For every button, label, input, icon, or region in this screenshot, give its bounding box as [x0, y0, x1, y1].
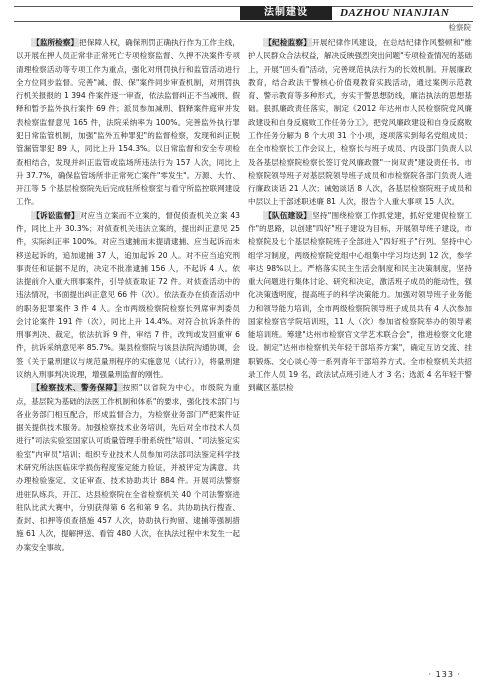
paragraph-text: 把保障人权，确保刑罚正确执行作为工作主线，以开展在押人员正常非正常死亡专项检察监督、久押不决案件专项清理检察活动等专项工作为重点，强化对刑罚执行和监管活动进行全方位同步监督。完善"减、假、保"案件同步审查机制，对刑罚执行机关报报的 1 394 件案件逐一审查，依法监督纠正不当减刑、假释和暂予监外执行案件 69 件；派员参加减刑、假释案件庭审并发表检察监督意见 165 件，法院采纳率为 100%。完善监外执行罪犯日常监管机制，加强"监外五种罪犯"的监督检察，发现和纠正脱管漏管罪犯 89 人，同比上升 154.3%。以日常监督和安全专项检查相结合，发现并纠正监管或监场所违法行为 157 人次，同比上升 37.7%，确保监管场所非正常死亡案件"零发生"。万源、大竹、开江等 5 个基层检察院先后完成驻所检察室与看守所监控联网建设工作。	[16, 38, 241, 207]
paragraph-text: 开展纪律作风建设，在总结纪律作风整顿和"维护人民群众合法权益，解决反映强烈突出问题"专项检查情况的基础上，开展"回头看"活动，完善规范执法行为的长效机制。开展廉政教育，结合政法干警核心价值观教育实践活动，通过案例示范教育、警示教育等多种形式，夯实干警思想防线，廉洁执法的思想基础。狠抓廉政责任落实，制定《2012 年达州市人民检察院党风廉政建设和自身反腐败工作任务分工》，把党风廉政建设和自身反腐败工作任务分解为 8 个大项 31 个小项，逐项落实到每名党组成员；在全市检察长工作会议上，检察长与班子成员、内设部门负责人以及各基层检察院检察长签订党风廉政暨"一岗双责"建设责任书。市检察院领导班子对基层院领导班子成员和市检察院各部门负责人进行廉政谈话 21 人次；诫勉谈话 8 人次，各基层检察院班子成员和中层以上干部述职述廉 81 人次，报告个人重大事项 15 人次。	[248, 38, 473, 207]
section-tag: 【检察技术、警务保障】	[32, 383, 122, 393]
paragraph-text: 按照"以省院为中心，市级院为重点，基层院为基础的法医工作机制和体系"的要求，强化技术部门与各业务部门相互配合，形成监督合力，为检察业务部门严把案件证据关提供技术服务。加强检察技术业务培训，先后对全市技术人员进行"司法实验室国家认可质量管理手册系统性"培训、"司法鉴定实验室"内审员"培训；组织专业技术人员参加司法部司法鉴定科学技术研究所法医临床学损伤程度鉴定能力验证，并被评定为满意。共办理检验鉴定、文证审查、技术协助共计 884 件。开展司法警察进驻队练兵，开江、达县检察院在全省检察机关 40 个司法警察进驻队比武大赛中，分别获得第 6 名和第 9 名。共协助执行搜查、查封、扣押等侦查措施 457 人次，协助执行拘留、逮捕等强制措施 61 人次，提解押送、看管 480 人次，在执法过程中未发生一起办案安全事故。	[16, 383, 241, 552]
paragraph-susong	[16, 209, 240, 382]
header-title: DAZHOU NIANJIAN	[340, 7, 450, 19]
paragraph-jiansuo	[16, 36, 240, 209]
section-tag: 【诉讼监督】	[32, 210, 79, 220]
paragraph-text: 坚持"围绕检察工作抓党建，抓好党建促检察工作"的思路，以创建"四好"班子建设为目标，开展领导班子建设，市检察院及七个基层检察院班子全部进入"四好班子"行列。坚持中心组学习制度，两级检察院党组中心组集中学习均达到 12 次，参学率达 98%以上。严格落实民主生活会制度和民主决策制度，坚持重大问题进行集体讨论、研究和决定，激活班子成员的能动性，强化决策透明度，提高班子的科学决策能力。加强对领导班子业务能力和领导能力培训，全市两级检察院领导班子成员共有 4 人次参加国家检察官学院培训班，11 人（次）参加省检察院举办的领导素能培训班。筹建"达州市检察官文学艺术联合会"，推进检察文化建设。制定"达州市检察机关年轻干部培养方案"，确定互访交流、挂职锻炼、交心谈心等一系列青年干部培养方式。全市检察机关共招录工作人员 19 名，政法试点班引进人才 3 名；选派 4 名年轻干警到藏区基层检	[248, 210, 472, 393]
paragraph-duiwu	[248, 209, 472, 395]
header-subsection: 检察院	[448, 23, 471, 32]
paragraph-jishu	[16, 381, 240, 554]
section-tag: 【监所检察】	[32, 38, 79, 47]
paragraph-text: 对应当立案而不立案的，督促侦查机关立案 43 件，同比上升 30.3%；对侦查机关违法立案的，提出纠正意见 25 件，实际纠正率 100%。对应当逮捕而未提请逮捕、应当起诉而未移送起诉的，追加逮捕 37 人，追加起诉 20 人。对不应当追究刑事责任和证据不足的，决定不批准逮捕 156 人，不起诉 4 人。依法提前介入重大刑事案件，引导侦查取证 72 件。对侦查活动中的违法情况，书面提出纠正意见 66 件（次）。依法查办在侦查活动中的职务犯罪案件 3 件 4 人。全市两级检察院检察长列席审判委员会讨论案件 191 件（次），同比上升 14.4%。对符合抗诉条件的刑事判决、裁定，依法抗诉 9 件，审结 7 件，改判或发回重审 6 件，抗诉采纳意见率 85.7%。渠县检察院与该县法院沟通协调，会签《关于量刑建议与规范量刑程序的实施意见（试行）》，将量刑建议纳入刑事判决说理，增强量刑监督的刚性。	[16, 210, 241, 380]
paragraph-jijian	[248, 36, 472, 209]
page-number: · 133 ·	[428, 670, 461, 679]
section-tag: 【队伍建设】	[264, 210, 312, 220]
right-column	[248, 36, 472, 395]
header-section-label: 法制建设	[240, 6, 332, 20]
left-column	[16, 36, 240, 554]
section-tag: 【纪检监察】	[264, 38, 312, 47]
